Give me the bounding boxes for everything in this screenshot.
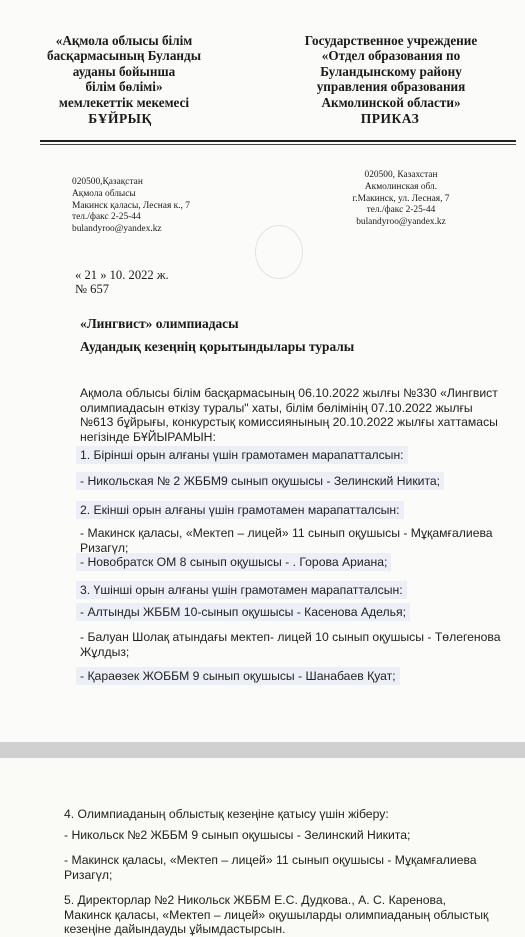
order-label-kazakh: БҰЙРЫҚ <box>88 111 152 126</box>
intro-paragraph: Ақмола облысы білім басқармасының 06.10.2022 жылғы №330 «Лингвист олимпиадасын өткізу туралы" хаты, білім бөлімінің 07.10.2022 жылғы №613 бұйрығы, конкурстық комиссиянының 20.10.2022 жылғы хаттамасы негізінде БҰЙЫРАМЫН: <box>80 386 498 444</box>
section-3-item <box>80 669 400 684</box>
section-1-heading-text: 1. Бірінші орын алғаны үшін грамотамен марапатталсын: <box>76 446 408 464</box>
section-3-item <box>80 605 410 620</box>
address-block-kazakh <box>72 177 242 236</box>
header-left-line: ауданы бойынша <box>72 63 176 79</box>
section-4-heading: 4. Олимпиаданың облыстық кезеңіне қатысу үшін жіберу: <box>64 807 389 821</box>
address-line: г.Макинск, ул. Лесная, 7 <box>352 193 450 204</box>
header-right-line: «Отдел образования по <box>321 48 461 64</box>
address-block-russian <box>336 170 466 229</box>
header-left-line: «Ақмола облысы білім <box>55 33 193 48</box>
header-right-russian <box>296 33 486 110</box>
section-1-item <box>80 474 444 489</box>
order-label-russian: ПРИКАЗ <box>360 111 420 126</box>
header-left-line: басқармасының Буланды <box>46 48 201 64</box>
section-2-item <box>80 555 391 570</box>
document-title: «Лингвист» олимпиадасы <box>80 316 239 331</box>
header-left-kazakh <box>44 33 204 110</box>
section-3-heading <box>80 583 407 598</box>
section-2-heading <box>80 503 404 518</box>
page-separator <box>0 742 525 758</box>
address-line: Макинск қаласы, Лесная к., 7 <box>72 200 190 211</box>
address-line: 020500,Қазақстан <box>72 177 143 187</box>
section-4-item: - Макинск қаласы, «Мектеп – лицей» 11 сынып оқушысы - Мұқамғалиева Ризагүл; <box>64 853 477 882</box>
address-line: тел./факс 2-25-44 <box>366 205 436 216</box>
header-right-line: управления образования <box>316 79 466 95</box>
faded-emblem-seal <box>255 225 303 279</box>
section-2-heading-text: 2. Екінші орын алғаны үшін грамотамен марапатталсын: <box>76 501 404 519</box>
order-number: № 657 <box>75 282 110 296</box>
section-5-paragraph: 5. Директорлар №2 Никольск ЖББМ Е.С. Дудкова., А. С. Каренова, Макинск қаласы, «Мектеп – лицей» оқушыларды олимпиаданың облыстық кезеңіне дайындауды ұйымдастырсын. <box>64 893 489 937</box>
section-3-item-text: - Қараөзек ЖОББМ 9 сынып оқушысы - Шанабаев Қуат; <box>76 667 400 685</box>
address-line: тел./факс 2-25-44 <box>72 212 141 223</box>
address-line: Ақмола облысы <box>72 188 136 199</box>
address-line: bulandyroo@yandex.kz <box>356 217 446 228</box>
section-2-item: - Макинск қаласы, «Мектеп – лицей» 11 сынып оқушысы - Мұқамғалиева Ризагүл; <box>80 526 493 555</box>
section-1-heading <box>80 448 408 463</box>
section-3-heading-text: 3. Үшінші орын алғаны үшін грамотамен марапатталсын: <box>76 581 407 599</box>
order-date: « 21 » 10. 2022 ж. <box>75 268 169 282</box>
section-1-item-text: - Никольская № 2 ЖББМ9 сынып оқушысы - Зелинский Никита; <box>76 472 444 490</box>
header-divider-thin <box>40 144 516 145</box>
address-line: Акмолинская обл. <box>364 181 438 192</box>
header-left-line: білім бөлімі» <box>85 79 163 95</box>
section-4-item: - Никольск №2 ЖББМ 9 сынып оқушысы - Зелинский Никита; <box>64 828 411 842</box>
section-2-item-text: - Новобратск ОМ 8 сынып оқушысы - . Горова Ариана; <box>76 553 391 571</box>
header-right-line: Буландынскому району <box>320 63 462 79</box>
document-subtitle: Аудандық кезеңнің қорытындылары туралы <box>80 339 355 354</box>
section-3-item: - Балуан Шолақ атындағы мектеп- лицей 10 сынып оқушысы - Төлегенова Жұлдыз; <box>80 630 501 659</box>
section-3-item-text: - Алтынды ЖББМ 10-сынып оқушысы - Касенова Аделья; <box>76 603 410 621</box>
header-right-line: Государственное учреждение <box>304 33 478 48</box>
address-line: 020500, Казахстан <box>364 170 438 180</box>
address-line: bulandyroo@yandex.kz <box>72 224 162 235</box>
header-right-line: Акмолинской области» <box>321 94 461 110</box>
header-divider <box>40 140 516 142</box>
header-left-line: мемлекеттік мекемесі <box>58 94 190 110</box>
